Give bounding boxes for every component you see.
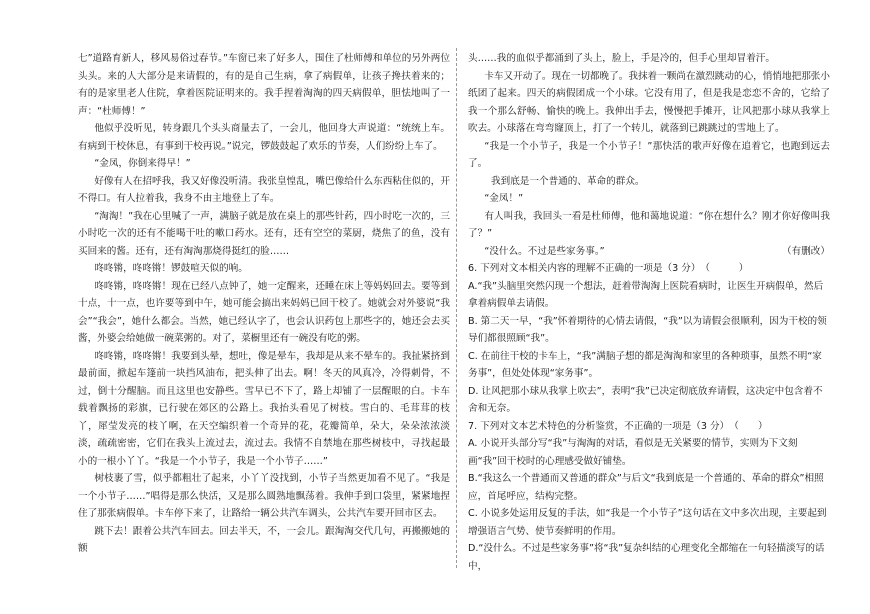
paragraph-with-source (468, 243, 830, 261)
paragraph: 好像有人在招呼我，我又好像没听清。我张皇惶乱，嘴巴像给什么东西粘住似的，开不得口。有人拉着我，我身不由主地登上了车。 (78, 175, 450, 204)
question-6-option-a: A.“我”头脑里突然闪现一个想法，赶着带淘淘上医院看病时，让医生开病假单，然后拿着病假单去请假。 (468, 280, 824, 309)
question-7-option-c: C. 小说多处运用反复的手法，如“我是一个小节子”这句话在文中多次出现，主要起到增强语言气势、使节奏鲜明的作用。 (468, 508, 827, 537)
paragraph: 他似乎没听见，转身跟几个头头商量去了，一会儿，他回身大声说道：“统统上车。有病到干校休息，有事到干校再说。”说完，锣鼓鼓起了欢乐的节奏，人们纷纷上车了。 (78, 123, 450, 152)
question-7-stem: 7. 下列对文本艺术特色的分析鉴赏，不正确的一项是（3 分） （ ） (468, 420, 768, 432)
paragraph: 咚咚锵，咚咚锵！锣鼓喧天似的响。 (94, 263, 248, 274)
question-7-option-a: A. 小说开头部分写“我”与淘淘的对话，看似是无关紧要的情节，实则为下文刻画“我”回干校时的心理感受做好铺垫。 (468, 438, 798, 467)
column-divider (456, 48, 457, 568)
question-7-option-b: B.“我这么一个普通而又普通的群众”与后文“我到底是一个普通的、革命的群众”相照应，首尾呼应，结构完整。 (468, 473, 824, 502)
paragraph: 卡车又开动了。现在一切都晚了。我抹着一颗尚在激烈跳动的心，悄悄地把那张小纸团了起来。四天的病假团成一个小球。它没有用了，但是我是恋恋不舍的，它给了我一个那么舒畅、愉快的晚上。我伸出手去，慢慢把手摊开，让风把那小球从我掌上吹去。小球落在弯弯窿顶上，打了一个转儿，就落到已跳跳过的雪地上了。 (468, 70, 830, 134)
paragraph: “我是一个小节子，我是一个小节子！”那快活的歌声好像在追着它，也跑到远去了。 (468, 140, 830, 169)
question-6-option-d: D. 让风把那小球从我掌上吹去”，表明“我”已决定彻底放弃请假，这决定中包含着不舍和无奈。 (468, 385, 823, 414)
paragraph: “淘淘！”我在心里喊了一声，满脑子就是放在桌上的那些针药，四小时吃一次的，三小时吃一次的还有不能喝干吐的嗽口药水。还有，还有空空的菜厨，烧焦了的鱼，没有买回来的酱。还有，还有淘淘那烧得挺红的脸…… (78, 210, 450, 257)
left-column (78, 50, 450, 558)
question-7-option-d: D.“没什么。不过是些家务事”将“我”复杂纠结的心理变化全都缩在一句轻描淡写的话中， (468, 543, 825, 572)
right-column (468, 50, 830, 575)
question-6-option-b: B. 第二天一早，“我”怀着期待的心情去请假，“我”以为请假会很顺利，因为干校的领导们都很照顾“我”。 (468, 315, 827, 344)
paragraph: “金凤！” (484, 193, 524, 204)
paragraph: 七”道路育新人，移风易俗过春节。”车窗已来了好多人，围住了杜师傅和单位的另外两位头头。来的人大部分是来请假的，有的是自己生病，拿了病假单，让孩子搀扶着来的；有的是家里老人住院，拿着医院证明来的。我手捏着淘淘的四天病假单，胆怯地叫了一声：“杜师傅！” (78, 53, 450, 117)
question-6-option-c: C. 在前往干校的卡车上，“我”满脑子想的都是淘淘和家里的各种琐事，虽然不明“家务事”，但处处体现“家务事”。 (468, 350, 822, 379)
question-6-stem: 6. 下列对文本相关内容的理解不正确的一项是（3 分） （ ） (468, 263, 749, 274)
paragraph: 树枝裹了雪，似乎都粗壮了起来，小丫丫没找到，小节子当然更加看不见了。“我是一个小节子……”唱得是那么快活，又是那么圆熟地飘荡着。我伸手到口袋里，紧紧地捏住了那张病假单。卡车停下来了，让路给一辆公共汽车调头，公共汽车要开回市区去。 (78, 473, 450, 519)
paragraph: 跳下去！跟着公共汽车回去。回去半天，不，一会儿。跟淘淘交代几句，再搬搬她的额 (78, 525, 450, 554)
source-note: （有删改） (782, 245, 830, 257)
paragraph: 咚咚锵，咚咚锵！我要到头晕，想吐，像是晕车，我却是从来不晕车的。我扯紧挤到最前面，掀起车篷前一块挡风油布，把头伸了出去。啊！冬天的风真冷，冷得刺骨，不过，倒十分醒脑。而且这里也安静些。雪早已不下了，路上却铺了一层醒眼的白。卡车载着飘扬的彩旗，已行驶在郊区的公路上。我抬头看见了树枝。雪白的、毛茸茸的枝丫，犀莹发亮的枝丫啊，在天空编织着一个奇异的花，花瓣简单，朵大，朵朵浓浓淡淡，疏疏密密，它们在我头上流过去，流过去。我情不自禁地在那些树枝中，寻找起最小的一根小丫丫。“我是一个小节子，我是一个小节子……” (78, 350, 450, 467)
paragraph: “金凤，你倒来得早！” (94, 158, 191, 169)
paragraph-text: “没什么。不过是些家务事。” (484, 245, 605, 257)
paragraph: 咚咚锵，咚咚锵！现在已经八点钟了，她一定醒来，还睡在床上等妈妈回去。要等到十点，十一点，也许要等到中午，她可能会搞出来妈妈已回干校了。她就会对外婆说“我会”“我会”，她什么都会。当然，她已经认字了，也会认识药包上那些字的，她还会去买酱，外婆会给她做一碗菜粥的。对了，菜橱里还有一碗没有吃的粥。 (78, 280, 450, 344)
paragraph: 有人叫我，我回头一看是杜师傅，他和蔼地说道：“你在想什么？刚才你好像叫我了？” (468, 210, 830, 239)
paragraph: 我到底是一个普通的、革命的群众。 (491, 175, 645, 187)
paragraph: 头……我的血似乎都涌到了头上，脸上，手是冷的，但手心里却冒着汗。 (468, 53, 775, 64)
